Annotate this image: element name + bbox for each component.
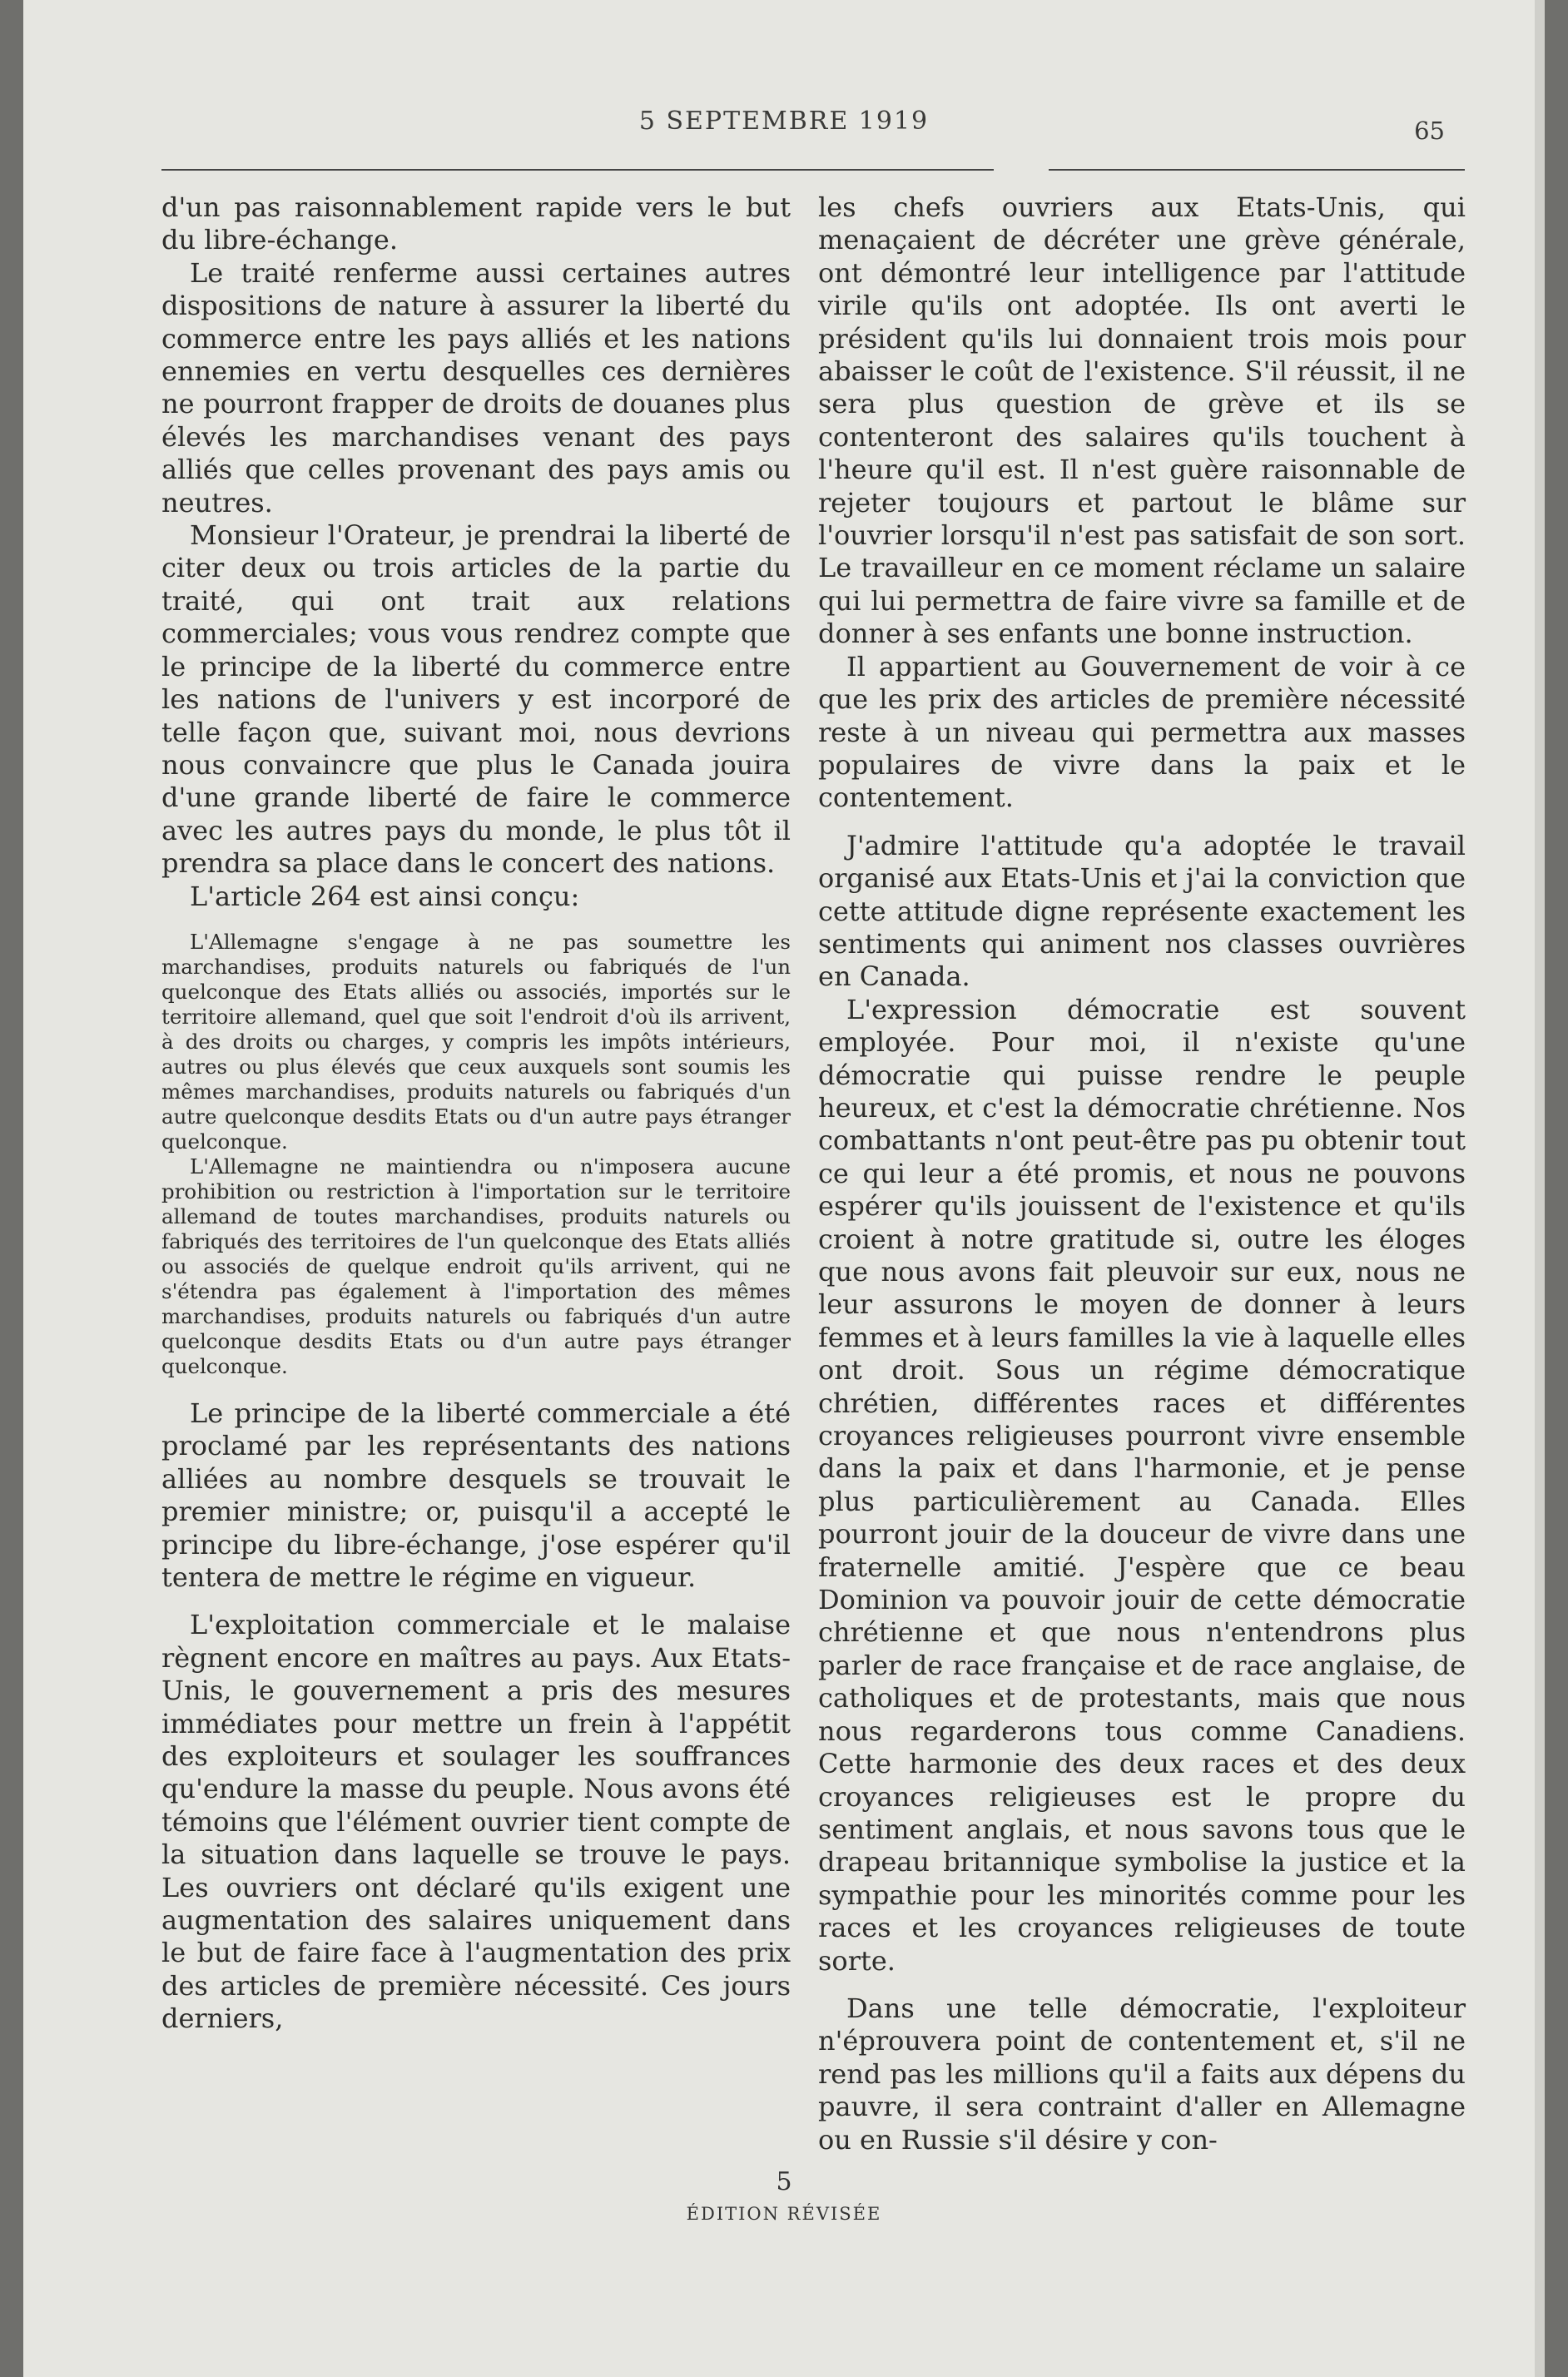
paragraph: J'admire l'attitude qu'a adoptée le travail organisé aux Etats-Unis et j'ai la conviction que cette attitude digne représente exactement les sentiments qui animent nos classes ouvrières en Canada. [818, 829, 1466, 993]
paragraph: Le traité renferme aussi certaines autres dispositions de nature à assurer la liberté du commerce entre les pays alliés et les nations ennemies en vertu desquelles ces dernières ne pourront frapper de droits de douanes plus élevés les marchandises venant des pays alliés que celles provenant des pays amis ou neutres. [161, 256, 791, 519]
right-column [818, 191, 1466, 2156]
paragraph: L'article 264 est ainsi conçu: [190, 880, 580, 912]
header-rule-right [1049, 169, 1465, 171]
header-date: 5 SEPTEMBRE 1919 [638, 107, 930, 136]
paragraph: Dans une telle démocratie, l'exploiteur n'éprouvera point de contentement et, s'il ne rend pas les millions qu'il a faits aux dépens du pauvre, il sera contraint d'aller en Allemagne ou en Russie s'il désire y con- [818, 1992, 1466, 2156]
paragraph: Monsieur l'Orateur, je prendrai la liberté de citer deux ou trois articles de la partie du traité, qui ont trait aux relations commerciales; vous vous rendrez compte que le principe de la liberté du commerce entre les nations de l'univers y est incorporé de telle façon que, suivant moi, nous devrions nous convaincre que plus le Canada jouira d'une grande liberté de faire le commerce avec les autres pays du monde, le plus tôt il prendra sa place dans le concert des nations. [161, 519, 791, 880]
paragraph: Il appartient au Gouvernement de voir à ce que les prix des articles de première nécessité reste à un niveau qui permettra aux masses populaires de vivre dans la paix et le contentement. [818, 650, 1466, 814]
header-rule-left [161, 169, 994, 171]
quote-paragraph: L'Allemagne ne maintiendra ou n'imposera aucune prohibition ou restriction à l'importation sur le territoire allemand de toutes marchandises, produits naturels ou fabriqués des territoires de l'un quelconque des Etats alliés ou associés de quelque endroit qu'ils arrivent, qui ne s'étendra pas également à l'importation des mêmes marchandises, produits naturels ou fabriqués d'un autre quelconque desdits Etats ou d'un autre pays étranger quelconque. [161, 1154, 791, 1378]
header-page-number: 65 [1414, 117, 1445, 145]
page-edge [1535, 0, 1545, 2377]
paragraph: L'exploitation commerciale et le malaise règnent encore en maîtres au pays. Aux Etats-Unis, le gouvernement a pris des mesures immédiates pour mettre un frein à l'appétit des exploiteurs et soulager les souffrances qu'endure la masse du peuple. Nous avons été témoins que l'élément ouvrier tient compte de la situation dans laquelle se trouve le pays. Les ouvriers ont déclaré qu'ils exigent une augmentation des salaires uniquement dans le but de faire face à l'augmentation des prix des articles de première nécessité. Ces jours derniers, [161, 1609, 791, 2035]
paragraph: les chefs ouvriers aux Etats-Unis, qui menaçaient de décréter une grève générale, ont démontré leur intelligence par l'attitude virile qu'ils ont adoptée. Ils ont averti le président qu'ils lui donnaient trois mois pour abaisser le coût de l'existence. S'il réussit, il ne sera plus question de grève et ils se contenteront des salaires qu'ils touchent à l'heure qu'il est. Il n'est guère raisonnable de rejeter toujours et partout le blâme sur l'ouvrier lorsqu'il n'est pas satisfait de son sort. Le travailleur en ce moment réclame un salaire qui lui permettra de faire vivre sa famille et de donner à ses enfants une bonne instruction. [818, 191, 1466, 650]
quote-paragraph: L'Allemagne s'engage à ne pas soumettre les marchandises, produits naturels ou fabriqués de l'un quelconque des Etats alliés ou associés, importés sur le territoire allemand, quel que soit l'endroit d'où ils arrivent, à des droits ou charges, y compris les impôts intérieurs, autres ou plus élevés que ceux auxquels sont soumis les mêmes marchandises, produits naturels ou fabriqués d'un autre quelconque desdits Etats ou d'un autre pays étranger quelconque. [161, 929, 791, 1154]
document-page [23, 0, 1545, 2377]
footer-edition: ÉDITION RÉVISÉE [686, 2204, 882, 2224]
left-column [161, 191, 791, 2036]
paragraph: L'expression démocratie est souvent employée. Pour moi, il n'existe qu'une démocratie qui puisse rendre le peuple heureux, et c'est la démocratie chrétienne. Nos combattants n'ont peut-être pas pu obtenir tout ce qui leur a été promis, et nous ne pouvons espérer qu'ils jouissent de l'existence et qu'ils croient à notre gratitude si, outre les éloges que nous avons fait pleuvoir sur eux, nous ne leur assurons le moyen de donner à leurs femmes et à leurs familles la vie à laquelle elles ont droit. Sous un régime démocratique chrétien, différentes races et différentes croyances religieuses pourront vivre ensemble dans la paix et dans l'harmonie, et je pense plus particulièrement au Canada. Elles pourront jouir de la douceur de vivre dans une fraternelle amitié. J'espère que ce beau Dominion va pouvoir jouir de cette démocratie chrétienne et que nous n'entendrons plus parler de race française et de race anglaise, de catholiques et de protestants, mais que nous nous regarderons tous comme Canadiens. Cette harmonie des deux races et des deux croyances religieuses est le propre du sentiment anglais, et nous savons tous que le drapeau britannique symbolise la justice et la sympathie pour les minorités comme pour les races et les croyances religieuses de toute sorte. [818, 993, 1466, 1977]
quoted-article [161, 930, 791, 1379]
footer-sheet-number: 5 [776, 2167, 792, 2196]
paragraph: d'un pas raisonnablement rapide vers le but du libre-échange. [161, 191, 791, 256]
paragraph: Le principe de la liberté commerciale a été proclamé par les représentants des nations alliées au nombre desquels se trouvait le premier ministre; or, puisqu'il a accepté le principe du libre-échange, j'ose espérer qu'il tentera de mettre le régime en vigueur. [161, 1397, 791, 1593]
